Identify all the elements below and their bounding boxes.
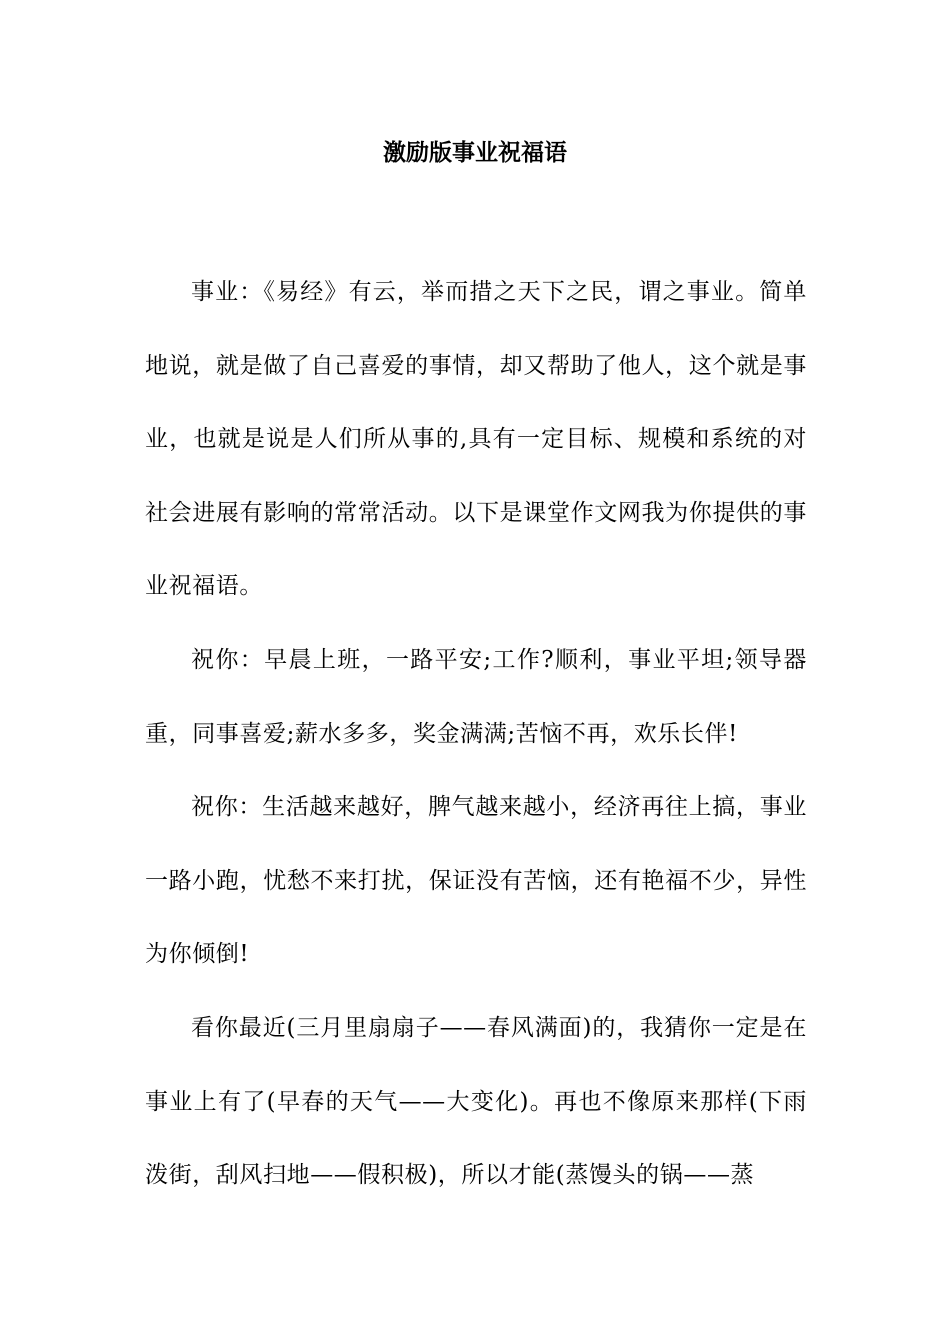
document-body — [145, 256, 807, 1213]
document-title: 激励版事业祝福语 — [383, 140, 567, 166]
paragraph-blessing-3: 看你最近(三月里扇扇子——春风满面)的，我猜你一定是在事业上有了(早春的天气——大变化)。再也不像原来那样(下雨泼街，刮风扫地——假积极)，所以才能(蒸馒头的锅——蒸 — [145, 1014, 807, 1189]
paragraph-intro: 事业：《易经》有云，举而措之天下之民，谓之事业。简单地说，就是做了自己喜爱的事情，却又帮助了他人，这个就是事业，也就是说是人们所从事的,具有一定目标、规模和系统的对社会进展有影响的常常活动。以下是课堂作文网我为你提供的事业祝福语。 — [145, 279, 807, 600]
paragraph-blessing-1: 祝你：早晨上班，一路平安;工作?顺利，事业平坦;领导器重，同事喜爱;薪水多多，奖金满满;苦恼不再，欢乐长伴! — [145, 646, 807, 747]
paragraph-blessing-2: 祝你：生活越来越好，脾气越来越小，经济再往上搞，事业一路小跑，忧愁不来打扰，保证没有苦恼，还有艳福不少，异性为你倾倒! — [145, 794, 807, 968]
